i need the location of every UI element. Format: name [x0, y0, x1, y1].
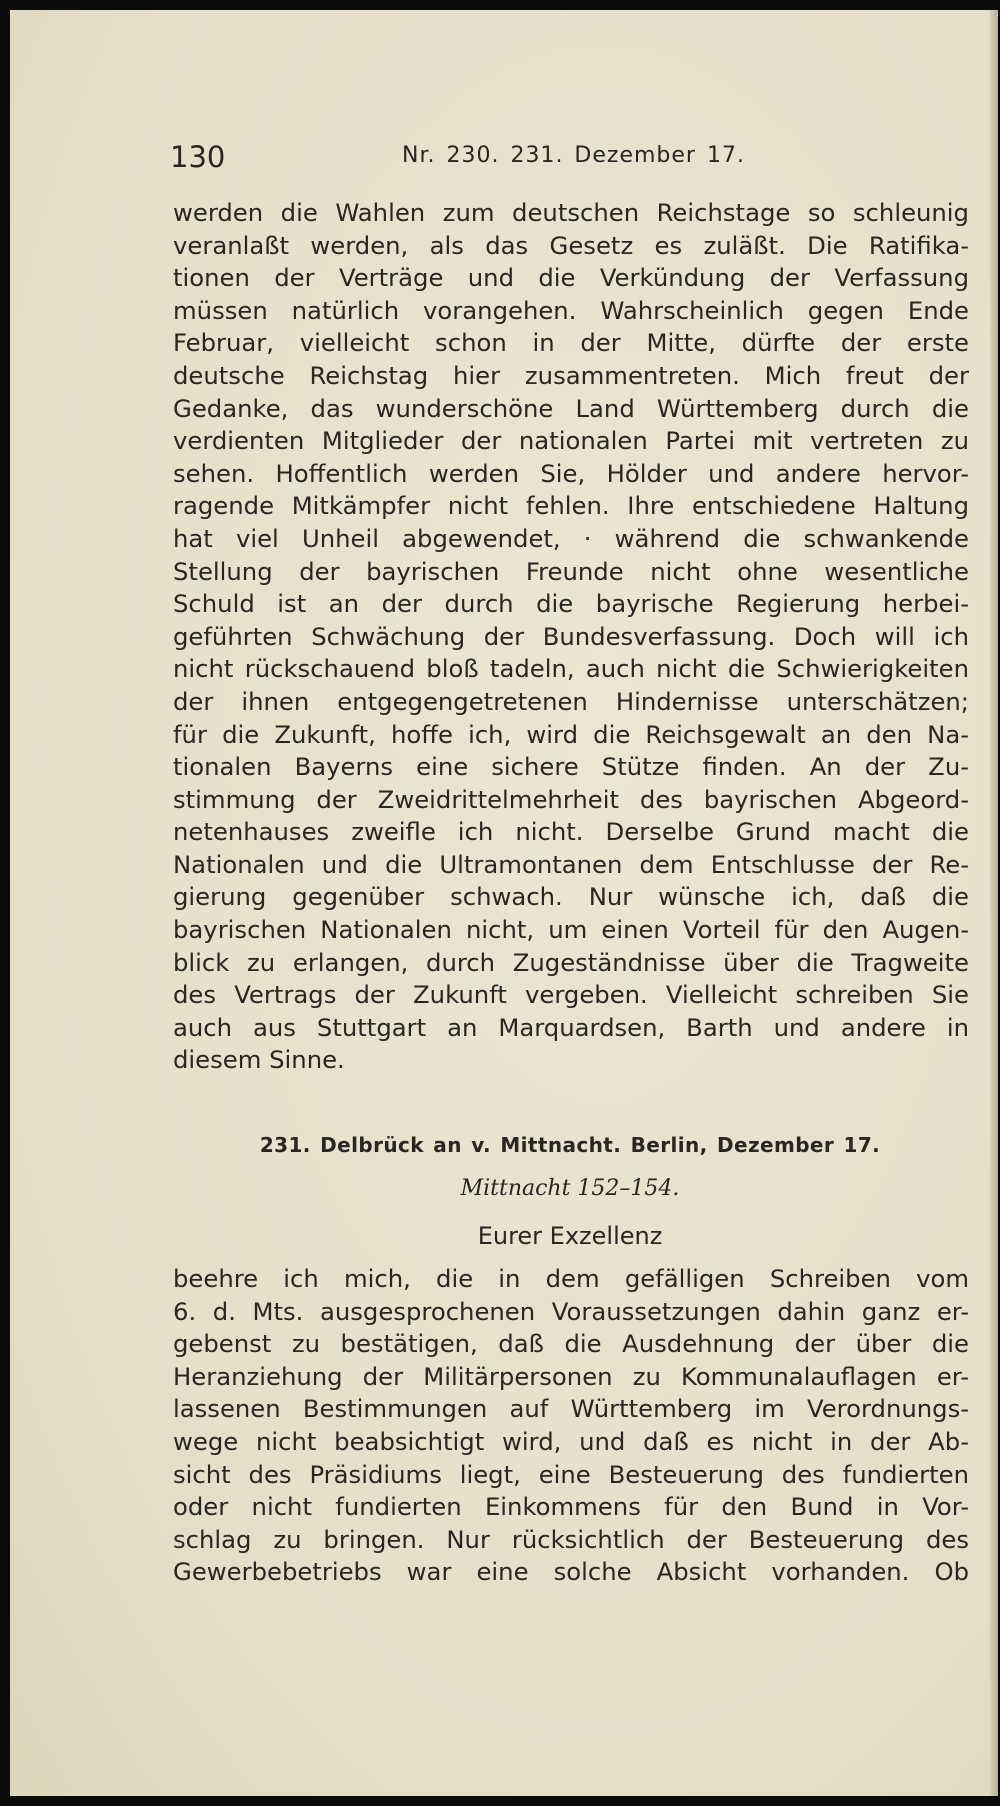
text-line: sehen. Hoffentlich werden Sie, Hölder und andere hervor-: [173, 458, 969, 488]
text-line: hat viel Unheil abgewendet, · während die schwankende: [173, 523, 969, 553]
salutation: Eurer Exzellenz: [477, 1222, 663, 1250]
text-line: oder nicht fundierten Einkommens für den Bund in Vor-: [173, 1492, 969, 1522]
text-line: Februar, vielleicht schon in der Mitte, dürfte der erste: [173, 328, 969, 358]
page-header: [170, 138, 970, 178]
text-line: Gewerbebetriebs war eine solche Absicht vorhanden. Ob: [173, 1557, 969, 1587]
text-line: lassenen Bestimmungen auf Württemberg im Verordnungs-: [173, 1394, 969, 1424]
text-line: müssen natürlich vorangehen. Wahrscheinlich gegen Ende: [173, 295, 969, 325]
text-line: stimmung der Zweidrittelmehrheit des bayrischen Abgeord-: [173, 784, 969, 814]
text-line: geführten Schwächung der Bundesverfassung. Doch will ich: [173, 621, 969, 651]
text-line: beehre ich mich, die in dem gefälligen Schreiben vom: [173, 1264, 969, 1293]
letter-230-text: [173, 197, 969, 1077]
text-line: verdienten Mitglieder der nationalen Partei mit vertreten zu: [173, 426, 969, 456]
text-line: gebenst zu bestätigen, daß die Ausdehnung der über die: [173, 1329, 969, 1359]
text-line: netenhauses zweifle ich nicht. Derselbe Grund macht die: [173, 817, 969, 847]
page-edge: [990, 10, 998, 1796]
text-line: werden die Wahlen zum deutschen Reichstage so schleunig: [173, 198, 969, 227]
text-line: 6. d. Mts. ausgesprochenen Voraussetzungen dahin ganz er-: [173, 1296, 969, 1326]
text-line: gierung gegenüber schwach. Nur wünsche ich, daß die: [173, 882, 969, 912]
text-line: Heranziehung der Militärpersonen zu Kommunalauflagen er-: [173, 1361, 969, 1391]
text-line: Stellung der bayrischen Freunde nicht ohne wesentliche: [173, 556, 969, 586]
running-head: Nr. 230. 231. Dezember 17.: [402, 143, 745, 168]
text-line: wege nicht beabsichtigt wird, und daß es nicht in der Ab-: [173, 1426, 969, 1456]
page-number: 130: [170, 140, 226, 174]
book-page: [10, 10, 998, 1796]
text-line: tionen der Verträge und die Verkündung der Verfassung: [173, 263, 969, 293]
text-line: tionalen Bayerns eine sichere Stütze finden. An der Zu-: [173, 752, 969, 782]
text-line: diesem Sinne.: [173, 1045, 345, 1075]
text-line: der ihnen entgegengetretenen Hindernisse unterschätzen;: [173, 686, 969, 716]
text-line: für die Zukunft, hoffe ich, wird die Reichsgewalt an den Na-: [173, 719, 969, 749]
text-line: nicht rückschauend bloß tadeln, auch nicht die Schwierigkeiten: [173, 654, 969, 684]
text-line: Schuld ist an der durch die bayrische Regierung herbei-: [173, 589, 969, 619]
letter-231-heading: 231. Delbrück an v. Mittnacht. Berlin, Dezember 17.: [259, 1133, 881, 1157]
text-line: schlag zu bringen. Nur rücksichtlich der Besteuerung des: [173, 1524, 969, 1554]
text-line: auch aus Stuttgart an Marquardsen, Barth und andere in: [173, 1012, 969, 1042]
text-line: deutsche Reichstag hier zusammentreten. Mich freut der: [173, 360, 969, 390]
text-line: Gedanke, das wunderschöne Land Württemberg durch die: [173, 393, 969, 423]
source-reference: Mittnacht 152–154.: [460, 1176, 680, 1201]
text-line: ragende Mitkämpfer nicht fehlen. Ihre entschiedene Haltung: [173, 491, 969, 521]
letter-231-text: [173, 1263, 969, 1589]
text-line: bayrischen Nationalen nicht, um einen Vorteil für den Augen-: [173, 915, 969, 945]
text-line: veranlaßt werden, als das Gesetz es zuläßt. Die Ratifika-: [173, 230, 969, 260]
text-line: blick zu erlangen, durch Zugeständnisse über die Tragweite: [173, 947, 969, 977]
text-line: sicht des Präsidiums liegt, eine Besteuerung des fundierten: [173, 1459, 969, 1489]
text-line: des Vertrags der Zukunft vergeben. Vielleicht schreiben Sie: [173, 980, 969, 1010]
text-line: Nationalen und die Ultramontanen dem Entschlusse der Re-: [173, 849, 969, 879]
